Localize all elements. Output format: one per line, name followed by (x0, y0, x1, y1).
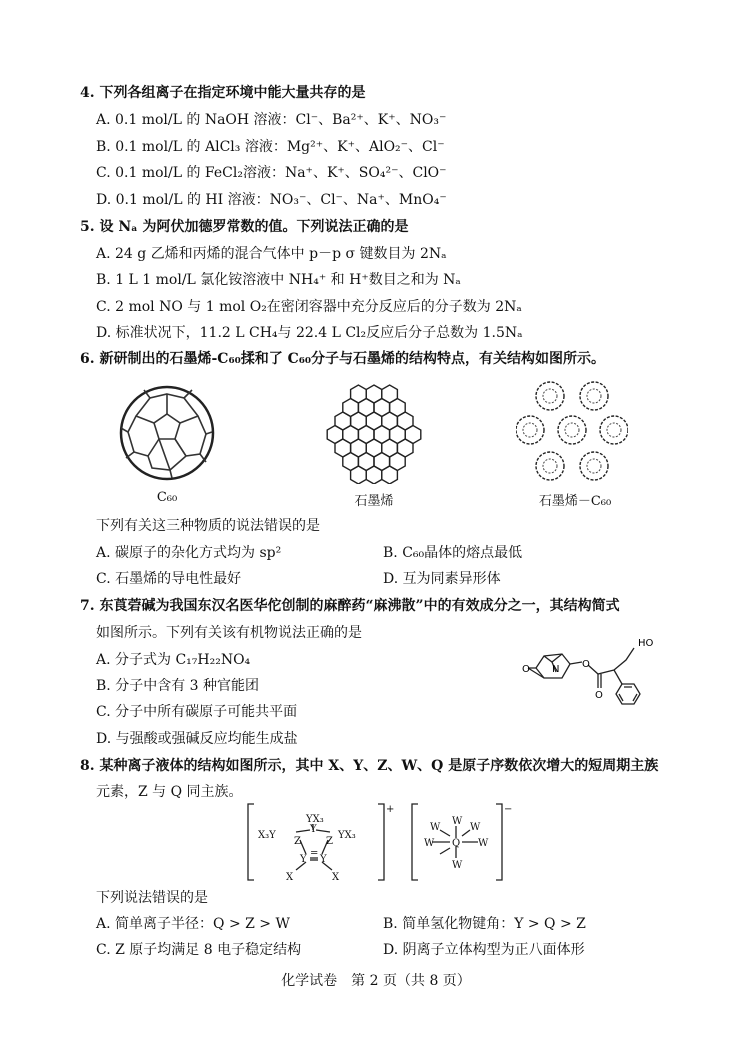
q4-stem: 4. 下列各组离子在指定环境中能大量共存的是 (80, 85, 366, 101)
a-w2: W (470, 822, 481, 833)
c60-ball-inner (543, 389, 557, 403)
q5-option-a: A. 24 g 乙烯和丙烯的混合气体中 p－p σ 键数目为 2Nₐ (96, 246, 447, 262)
c60-ball (600, 416, 628, 444)
q7-option-d: D. 与强酸或强碱反应均能生成盐 (96, 731, 298, 747)
q6-option-a: A. 碳原子的杂化方式均为 sp² (96, 545, 282, 561)
q8-option-a: A. 简单离子半径：Q > Z > W (96, 916, 290, 932)
c60-ball (580, 382, 608, 410)
ester-o-label: O (582, 659, 590, 670)
q6-option-c: C. 石墨烯的导电性最好 (96, 571, 242, 587)
q6-stem: 6. 新研制出的石墨烯-C₆₀揉和了 C₆₀分子与石墨烯的结构特点，有关结构如图所示。 (80, 351, 605, 367)
f-z1: Z (294, 836, 301, 847)
c60-ball-inner (587, 459, 601, 473)
graphene-c60-caption: 石墨烯－C₆₀ (538, 494, 612, 509)
f-y3: Y (320, 854, 327, 865)
a-w3: W (430, 822, 441, 833)
c60-ball-inner (607, 423, 621, 437)
q4-option-b: B. 0.1 mol/L 的 AlCl₃ 溶液：Mg²⁺、K⁺、AlO₂⁻、Cl⁻ (96, 139, 445, 155)
c60-ball (580, 452, 608, 480)
q8-option-b: B. 简单氢化物键角：Y > Q > Z (383, 916, 586, 932)
c60-figure (118, 384, 216, 482)
graphene-hexagon (382, 466, 398, 484)
q7-option-b: B. 分子中含有 3 种官能团 (96, 678, 259, 694)
f-x1: X (286, 872, 294, 883)
graphene-caption: 石墨烯 (354, 494, 394, 509)
carbonyl-o-label: O (595, 690, 603, 701)
f-x3y: X₃Y (258, 830, 276, 841)
graphene-c60-figure (516, 378, 628, 488)
q4-option-d: D. 0.1 mol/L 的 HI 溶液：NO₃⁻、Cl⁻、Na⁺、MnO₄⁻ (96, 192, 447, 208)
f-x2: X (332, 872, 340, 883)
q5-option-b: B. 1 L 1 mol/L 氯化铵溶液中 NH₄⁺ 和 H⁺数目之和为 Nₐ (96, 272, 461, 288)
anion-charge: − (504, 804, 513, 815)
a-w1: W (452, 816, 463, 827)
f-eq: = (310, 848, 319, 859)
q7-option-a: A. 分子式为 C₁₇H₂₂NO₄ (96, 652, 251, 668)
a-w4: W (424, 838, 435, 849)
cation-charge: + (386, 804, 395, 815)
a-w5: W (478, 838, 489, 849)
q8-option-d: D. 阴离子立体构型为正八面体形 (383, 942, 585, 958)
q5-option-c: C. 2 mol NO 与 1 mol O₂在密闭容器中充分反应后的分子数为 2Nₐ (96, 299, 522, 315)
n-label: N (552, 664, 560, 675)
c60-ball-inner (543, 459, 557, 473)
q6-option-b: B. C₆₀晶体的熔点最低 (383, 545, 523, 561)
q8-stem-line1: 8. 某种离子液体的结构如图所示，其中 X、Y、Z、W、Q 是原子序数依次增大的短周期主族 (80, 758, 659, 774)
q4-option-a: A. 0.1 mol/L 的 NaOH 溶液：Cl⁻、Ba²⁺、K⁺、NO₃⁻ (96, 112, 447, 128)
graphene-hexagon (351, 466, 367, 484)
scopolamine-structure (522, 632, 672, 732)
f-z2: Z (326, 836, 333, 847)
ionic-liquid-structure (246, 800, 516, 884)
q7-option-c: C. 分子中所有碳原子可能共平面 (96, 704, 298, 720)
q8-sub-stem: 下列说法错误的是 (96, 890, 208, 906)
q5-stem: 5. 设 Nₐ 为阿伏加德罗常数的值。下列说法正确的是 (80, 219, 409, 235)
page-footer: 化学试卷 第 2 页（共 8 页） (281, 973, 471, 989)
c60-caption: C₆₀ (156, 490, 178, 505)
graphene-figure (318, 380, 430, 484)
ho-label: HO (638, 638, 654, 649)
q8-stem-line2: 元素，Z 与 Q 同主族。 (96, 784, 243, 800)
c60-ball-inner (565, 423, 579, 437)
f-yx3-top: YX₃ (306, 814, 324, 825)
q8-option-c: C. Z 原子均满足 8 电子稳定结构 (96, 942, 302, 958)
c60-ball (558, 416, 586, 444)
c60-ball-inner (523, 423, 537, 437)
q6-sub-stem: 下列有关这三种物质的说法错误的是 (96, 518, 320, 534)
q7-stem-line2: 如图所示。下列有关该有机物说法正确的是 (96, 625, 362, 641)
q7-stem-line1: 7. 东莨菪碱为我国东汉名医华佗创制的麻醉药“麻沸散”中的有效成分之一，其结构简式 (80, 598, 620, 614)
graphene-hexagon (366, 466, 382, 484)
c60-ball-inner (587, 389, 601, 403)
q5-option-d: D. 标准状况下，11.2 L CH₄与 22.4 L Cl₂反应后分子总数为 1.5Nₐ (96, 325, 523, 341)
a-q: Q (452, 838, 461, 849)
f-y1: Y (310, 824, 317, 835)
a-w6: W (452, 860, 463, 871)
epoxide-o-label: O (522, 664, 530, 675)
f-yx3-right: YX₃ (338, 830, 356, 841)
q4-option-c: C. 0.1 mol/L 的 FeCl₂溶液：Na⁺、K⁺、SO₄²⁻、ClO⁻ (96, 165, 447, 181)
c60-ball (536, 452, 564, 480)
c60-ball (536, 382, 564, 410)
f-y2: Y (300, 854, 307, 865)
q6-option-d: D. 互为同素异形体 (383, 571, 501, 587)
c60-ball (516, 416, 544, 444)
